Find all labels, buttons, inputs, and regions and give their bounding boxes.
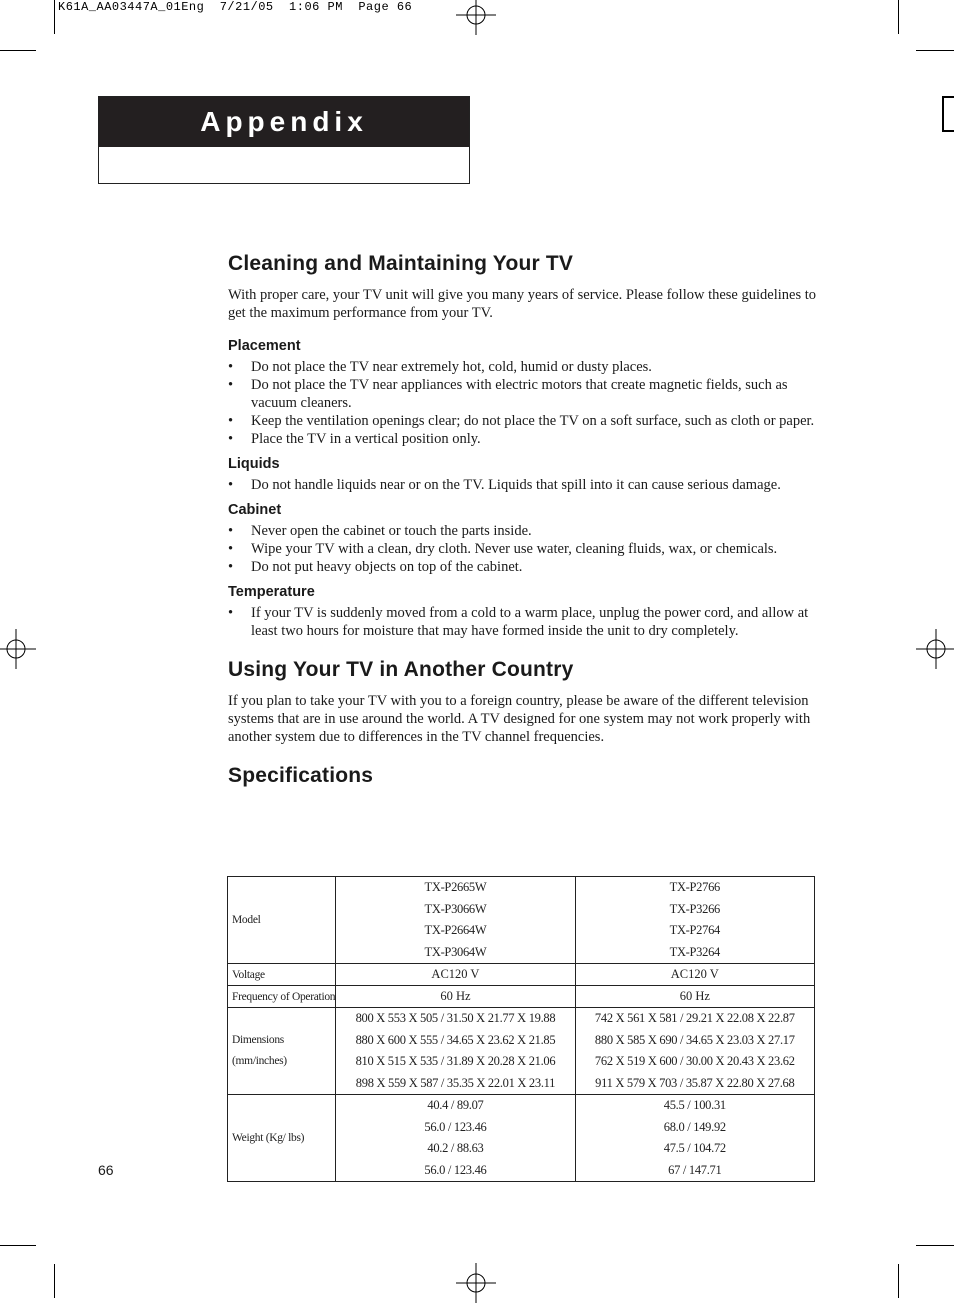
cell-value: TX-P2766 [669, 880, 720, 894]
crop-mark [54, 0, 55, 34]
section-title-specifications: Specifications [228, 764, 374, 787]
cell-value: 800 X 553 X 505 / 31.50 X 21.77 X 19.88 [355, 1011, 556, 1025]
crop-mark [916, 1245, 954, 1246]
section-title-another-country: Using Your TV in Another Country [228, 658, 574, 681]
list-item: • Never open the cabinet or touch the parts inside. [228, 522, 818, 540]
crop-mark [898, 1264, 899, 1298]
table-row [228, 964, 815, 986]
list-item: • Do not place the TV near appliances with electric motors that create magnetic fields, such as vacuum cleaners. [228, 376, 818, 412]
label-line: (mm/inches) [232, 1055, 287, 1067]
table-cell: AC120 V [336, 964, 575, 986]
table-cell: AC120 V [575, 964, 814, 986]
cell-value: 56.0 / 123.46 [424, 1162, 487, 1177]
cell-value: 68.0 / 149.92 [663, 1119, 726, 1134]
crop-mark [916, 50, 954, 51]
page-number: 66 [98, 1162, 114, 1178]
cell-value: 67 / 147.71 [668, 1162, 722, 1177]
cell-value: TX-P3064W [424, 944, 487, 959]
row-label-model: Model [228, 877, 336, 964]
table-cell [336, 877, 575, 964]
list-item: • Do not handle liquids near or on the TV. Liquids that spill into it can cause serious damage. [228, 476, 818, 494]
chapter-title: Appendix [99, 97, 469, 147]
cell-value: 880 X 585 X 690 / 34.65 X 23.03 X 27.17 [594, 1032, 795, 1047]
table-row [228, 1095, 815, 1182]
cell-value: TX-P3066W [424, 901, 487, 916]
another-country-body: If you plan to take your TV with you to a foreign country, please be aware of the different television systems that are in use around the world. A TV designed for one system may not work properly with another system due to differences in the TV channel frequencies. [228, 693, 811, 745]
liquids-list [228, 476, 818, 494]
cell-value: 40.2 / 88.63 [427, 1141, 484, 1155]
crop-mark [898, 0, 899, 34]
row-label-dimensions [228, 1008, 336, 1095]
crop-mark [54, 1264, 55, 1298]
crop-mark [0, 1245, 36, 1246]
cell-value: 45.5 / 100.31 [663, 1098, 726, 1112]
label-line: Dimensions [232, 1033, 284, 1046]
temperature-list [228, 604, 818, 640]
printer-slug: K61A_AA03447A_01Eng 7/21/05 1:06 PM Page 66 [58, 0, 413, 14]
table-cell [575, 877, 814, 964]
list-item: • Do not put heavy objects on top of the cabinet. [228, 558, 818, 576]
cell-value: 47.5 / 104.72 [663, 1141, 726, 1155]
table-cell [575, 1095, 814, 1182]
cell-value: 56.0 / 123.46 [424, 1119, 487, 1134]
registration-mark-icon [0, 629, 36, 669]
cell-value: TX-P3264 [669, 944, 720, 959]
list-item: • Keep the ventilation openings clear; do not place the TV on a soft surface, such as cloth or paper. [228, 412, 818, 430]
row-label-voltage: Voltage [228, 964, 336, 986]
subheading-placement: Placement [228, 338, 301, 354]
list-item: • If your TV is suddenly moved from a cold to a warm place, unplug the power cord, and allow at least two hours for moisture that may have formed inside the unit to dry completely. [228, 604, 818, 640]
registration-mark-icon [456, 0, 496, 35]
cell-value: 911 X 579 X 703 / 35.87 X 22.80 X 27.68 [595, 1075, 795, 1090]
cell-value: TX-P2665W [424, 880, 487, 894]
row-label-weight: Weight (Kg/ lbs) [228, 1095, 336, 1182]
cell-value: 742 X 561 X 581 / 29.21 X 22.08 X 22.87 [594, 1011, 795, 1025]
subheading-liquids: Liquids [228, 456, 280, 472]
main-content [228, 252, 818, 798]
cell-value: TX-P2764 [669, 923, 720, 937]
table-row [228, 1008, 815, 1095]
subheading-cabinet: Cabinet [228, 502, 282, 518]
table-cell: 60 Hz [336, 986, 575, 1008]
table-row [228, 986, 815, 1008]
row-label-frequency: Frequency of Operation [228, 986, 336, 1008]
cell-value: TX-P2664W [424, 923, 487, 937]
cell-value: 810 X 515 X 535 / 31.89 X 20.28 X 21.06 [355, 1054, 556, 1068]
cell-value: TX-P3266 [669, 901, 720, 916]
cabinet-list [228, 522, 818, 576]
thumb-tab [942, 96, 954, 132]
registration-mark-icon [456, 1263, 496, 1303]
registration-mark-icon [916, 629, 954, 669]
crop-mark [0, 50, 36, 51]
table-cell [336, 1095, 575, 1182]
cell-value: 898 X 559 X 587 / 35.35 X 22.01 X 23.11 [355, 1075, 556, 1090]
list-item: • Wipe your TV with a clean, dry cloth. Never use water, cleaning fluids, wax, or chemicals. [228, 540, 818, 558]
list-item: • Place the TV in a vertical position only. [228, 430, 818, 448]
table-cell: 60 Hz [575, 986, 814, 1008]
subheading-temperature: Temperature [228, 584, 315, 600]
placement-list [228, 358, 818, 448]
table-cell [575, 1008, 814, 1095]
cell-value: 880 X 600 X 555 / 34.65 X 23.62 X 21.85 [355, 1032, 556, 1047]
cleaning-intro: With proper care, your TV unit will give you many years of service. Please follow these guidelines to get the maximum performance from your TV. [228, 287, 816, 321]
cell-value: 762 X 519 X 600 / 30.00 X 20.43 X 23.62 [594, 1054, 795, 1068]
section-title-cleaning: Cleaning and Maintaining Your TV [228, 252, 574, 275]
table-cell [336, 1008, 575, 1095]
chapter-tab [98, 96, 470, 184]
table-row [228, 877, 815, 964]
specifications-table [227, 876, 815, 1182]
list-item: • Do not place the TV near extremely hot, cold, humid or dusty places. [228, 358, 818, 376]
cell-value: 40.4 / 89.07 [427, 1098, 484, 1112]
